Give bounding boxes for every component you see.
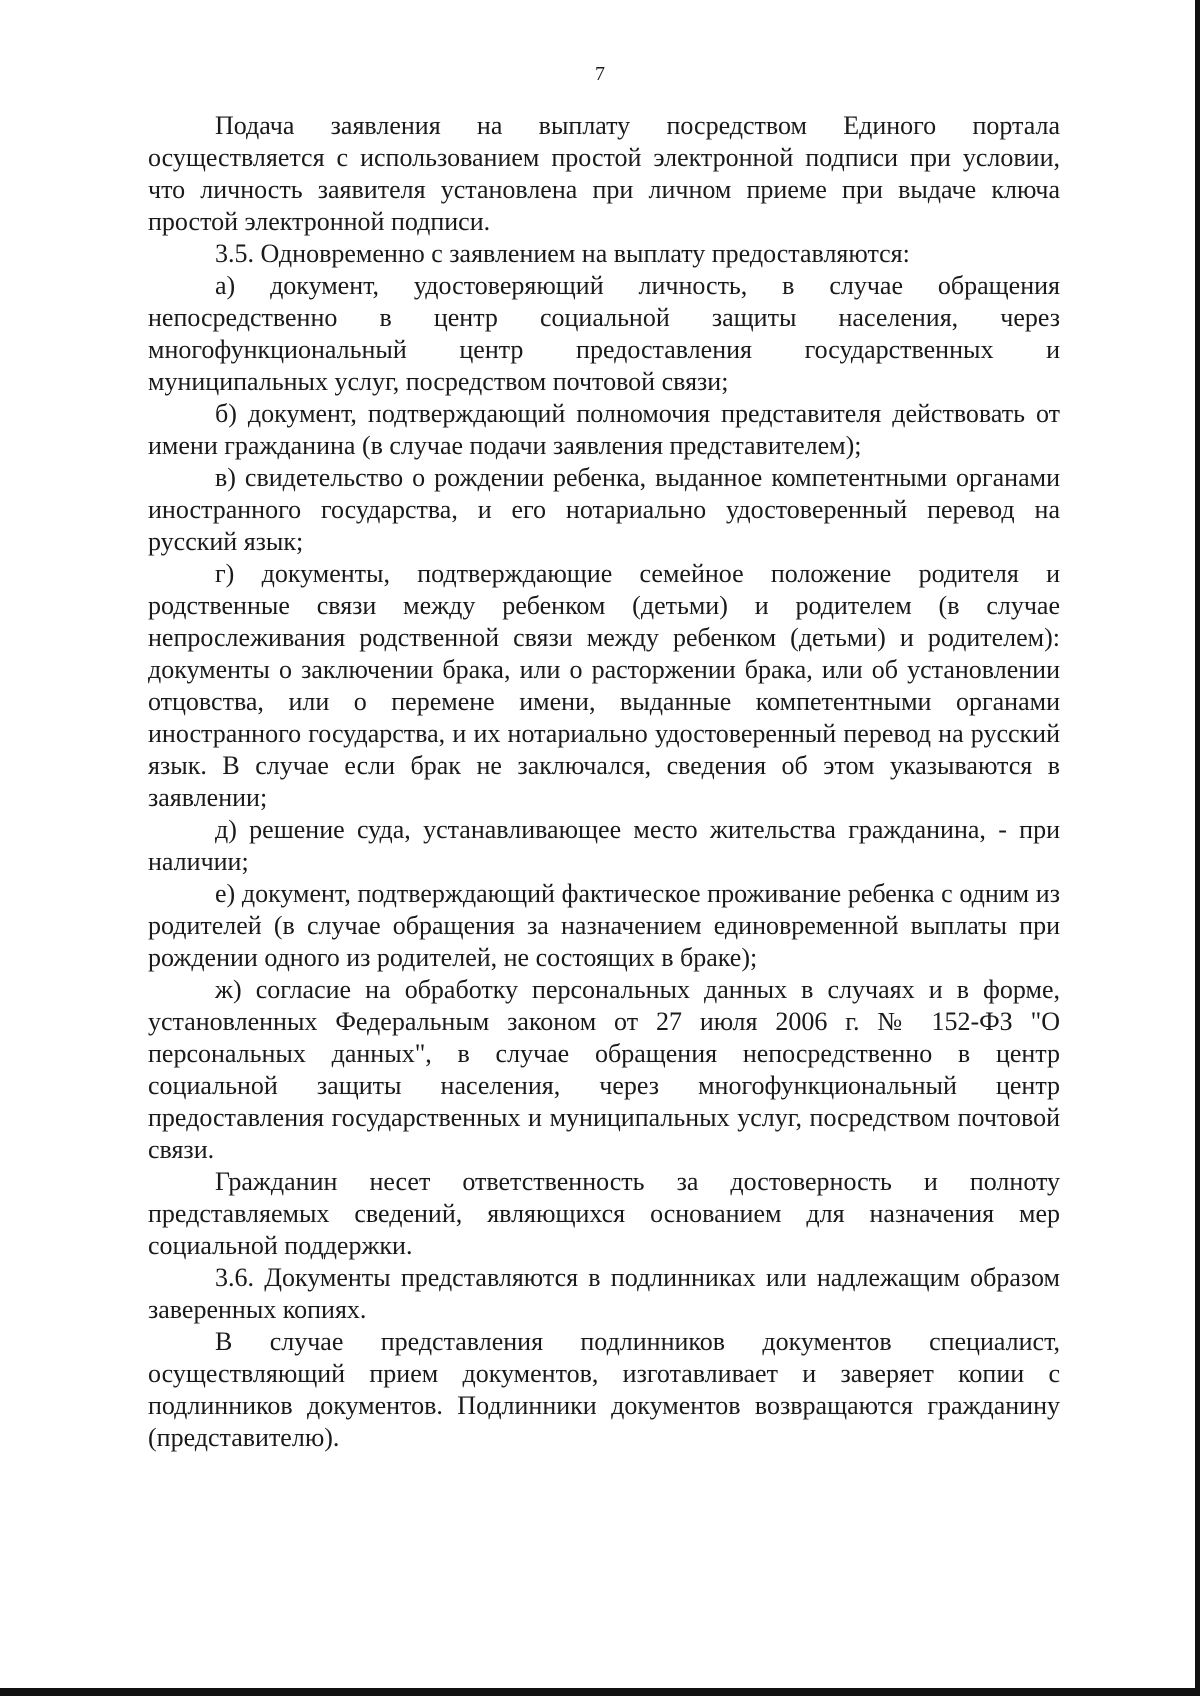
list-item-e: е) документ, подтверждающий фактическое проживание ребенка с одним из родителей (в случае обращения за назначением единовременной выплаты при рождении одного из родителей, не состоящих в браке); xyxy=(148,879,1060,972)
paragraph-originals: В случае представления подлинников документов специалист, осуществляющий прием документов, изготавливает и заверяет копии с подлинников документов. Подлинники документов возвращаются гражданину (представителю). xyxy=(148,1327,1060,1452)
page-number: 7 xyxy=(595,63,605,85)
list-item-b: б) документ, подтверждающий полномочия представителя действовать от имени гражданина (в случае подачи заявления представителем); xyxy=(148,399,1060,460)
list-item-d: д) решение суда, устанавливающее место жительства гражданина, - при наличии; xyxy=(148,815,1060,876)
list-item-v: в) свидетельство о рождении ребенка, выданное компетентными органами иностранного государства, и его нотариально удостоверенный перевод на русский язык; xyxy=(148,463,1060,556)
list-item-g: г) документы, подтверждающие семейное положение родителя и родственные связи между ребенком (детьми) и родителем (в случае непрослеживания родственной связи между ребенком (детьми) и родителем): документы о заключении брака, или о расторжении брака, или об установлении отцовства, или о перемене имени, выданные компетентными органами иностранного государства, и их нотариально удостоверенный перевод на русский язык. В случае если брак не заключался, сведения об этом указываются в заявлении; xyxy=(148,559,1060,812)
paragraph-3-6: 3.6. Документы представляются в подлинниках или надлежащим образом заверенных копиях. xyxy=(148,1263,1060,1324)
paragraph-3-5: 3.5. Одновременно с заявлением на выплату предоставляются: xyxy=(215,239,910,268)
paragraph-portal-submission: Подача заявления на выплату посредством Единого портала осуществляется с использованием простой электронной подписи при условии, что личность заявителя установлена при личном приеме при выдаче ключа простой электронной подписи. xyxy=(148,111,1060,236)
scan-right-edge xyxy=(1195,0,1200,1696)
scan-bottom-edge xyxy=(0,1688,1200,1696)
list-item-zh: ж) согласие на обработку персональных данных в случаях и в форме, установленных Федеральным законом от 27 июля 2006 г. № 152-ФЗ "О персональных данных", в случае обращения непосредственно в центр социальной защиты населения, через многофункциональный центр предоставления государственных и муниципальных услуг, посредством почтовой связи. xyxy=(148,975,1060,1164)
list-item-a: а) документ, удостоверяющий личность, в случае обращения непосредственно в центр социальной защиты населения, через многофункциональный центр предоставления государственных и муниципальных услуг, посредством почтовой связи; xyxy=(148,271,1060,396)
document-body xyxy=(148,110,1060,1454)
paragraph-responsibility: Гражданин несет ответственность за достоверность и полноту представляемых сведений, являющихся основанием для назначения мер социальной поддержки. xyxy=(148,1167,1060,1260)
